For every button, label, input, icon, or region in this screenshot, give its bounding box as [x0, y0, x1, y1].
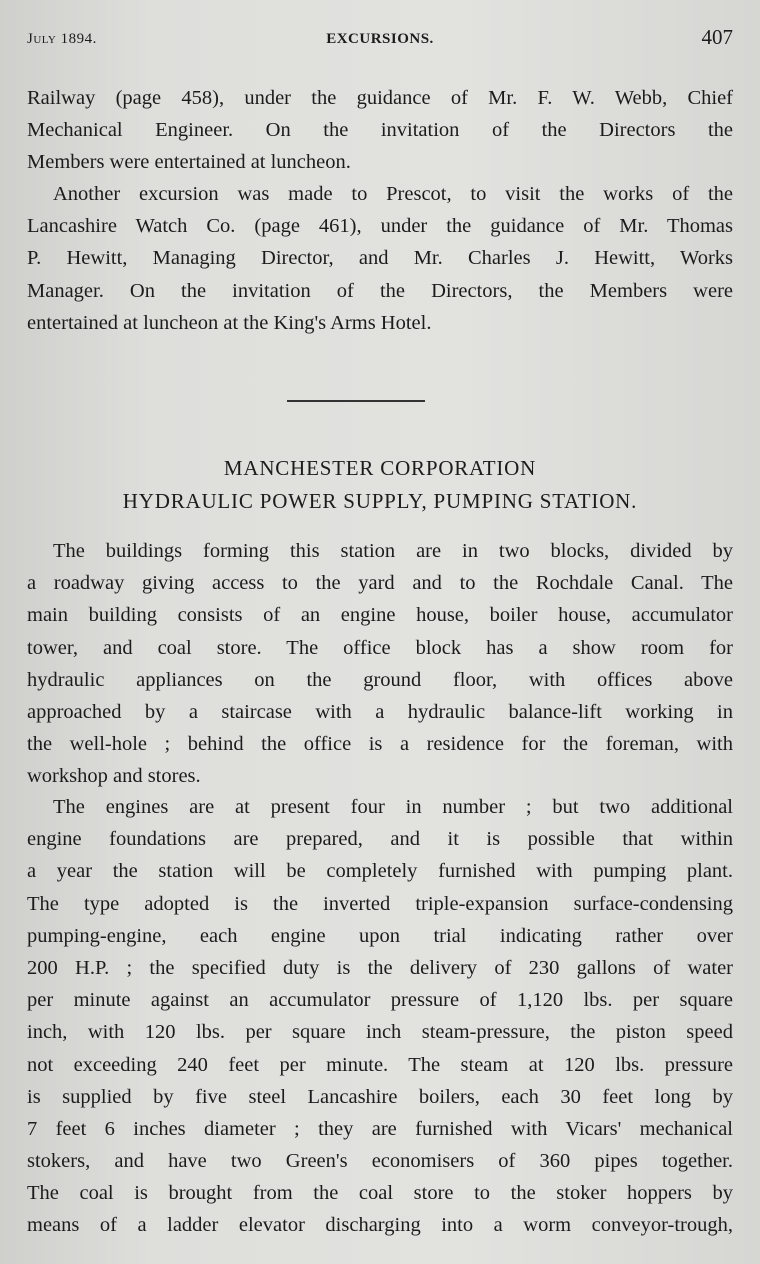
- section-title-line2: HYDRAULIC POWER SUPPLY, PUMPING STATION.: [122, 489, 638, 513]
- text-line: P. Hewitt, Managing Director, and Mr. Charles J. Hewitt, Works: [27, 247, 733, 270]
- text-line: tower, and coal store. The office block has a show room for: [27, 636, 733, 659]
- text-line: Railway (page 458), under the guidance of Mr. F. W. Webb, Chief: [27, 87, 733, 109]
- text-line: per minute against an accumulator pressure of 1,120 lbs. per square: [27, 989, 733, 1012]
- text-line: The engines are at present four in number ; but two additional: [53, 796, 733, 818]
- section-title-line1: MANCHESTER CORPORATION: [223, 456, 537, 480]
- text-line: Mechanical Engineer. On the invitation of the Directors the: [27, 119, 733, 142]
- text-line: Lancashire Watch Co. (page 461), under the guidance of Mr. Thomas: [27, 215, 733, 238]
- header-section: EXCURSIONS.: [326, 31, 434, 47]
- paragraph-prescot: [27, 178, 733, 339]
- paragraph-railway: [27, 82, 733, 179]
- text-line: Members were entertained at luncheon.: [27, 151, 351, 174]
- text-line: means of a ladder elevator discharging into a worm conveyor-trough,: [27, 1214, 733, 1237]
- text-line: The type adopted is the inverted triple-expansion surface-condensing: [27, 892, 733, 915]
- text-line: main building consists of an engine house, boiler house, accumulator: [27, 604, 733, 627]
- paragraph-buildings: [27, 535, 733, 793]
- paragraph-engines: [27, 791, 733, 1242]
- text-line: engine foundations are prepared, and it is possible that within: [27, 828, 733, 851]
- text-line: The buildings forming this station are in two blocks, divided by: [53, 540, 733, 562]
- text-line: is supplied by five steel Lancashire boilers, each 30 feet long by: [27, 1085, 733, 1108]
- text-line: not exceeding 240 feet per minute. The steam at 120 lbs. pressure: [27, 1053, 733, 1076]
- running-header: [27, 22, 733, 52]
- section-divider: [287, 400, 425, 402]
- text-line: The coal is brought from the coal store to the stoker hoppers by: [27, 1182, 733, 1205]
- header-date: July 1894.: [27, 31, 97, 47]
- text-line: Manager. On the invitation of the Directors, the Members were: [27, 279, 733, 302]
- text-line: approached by a staircase with a hydraulic balance-lift working in: [27, 700, 733, 723]
- text-line: workshop and stores.: [27, 765, 201, 788]
- text-line: stokers, and have two Green's economisers of 360 pipes together.: [27, 1150, 733, 1173]
- text-line: hydraulic appliances on the ground floor, with offices above: [27, 668, 733, 691]
- text-line: 200 H.P. ; the specified duty is the delivery of 230 gallons of water: [27, 956, 733, 979]
- text-line: 7 feet 6 inches diameter ; they are furnished with Vicars' mechanical: [27, 1117, 733, 1140]
- text-line: a roadway giving access to the yard and to the Rochdale Canal. The: [27, 572, 733, 595]
- text-line: a year the station will be completely furnished with pumping plant.: [27, 860, 733, 883]
- text-line: the well-hole ; behind the office is a residence for the foreman, with: [27, 733, 733, 756]
- text-line: entertained at luncheon at the King's Arms Hotel.: [27, 311, 432, 334]
- text-line: pumping-engine, each engine upon trial indicating rather over: [27, 924, 733, 947]
- text-line: inch, with 120 lbs. per square inch steam-pressure, the piston speed: [27, 1021, 733, 1044]
- page-number: 407: [701, 25, 733, 49]
- text-line: Another excursion was made to Prescot, to visit the works of the: [53, 183, 733, 205]
